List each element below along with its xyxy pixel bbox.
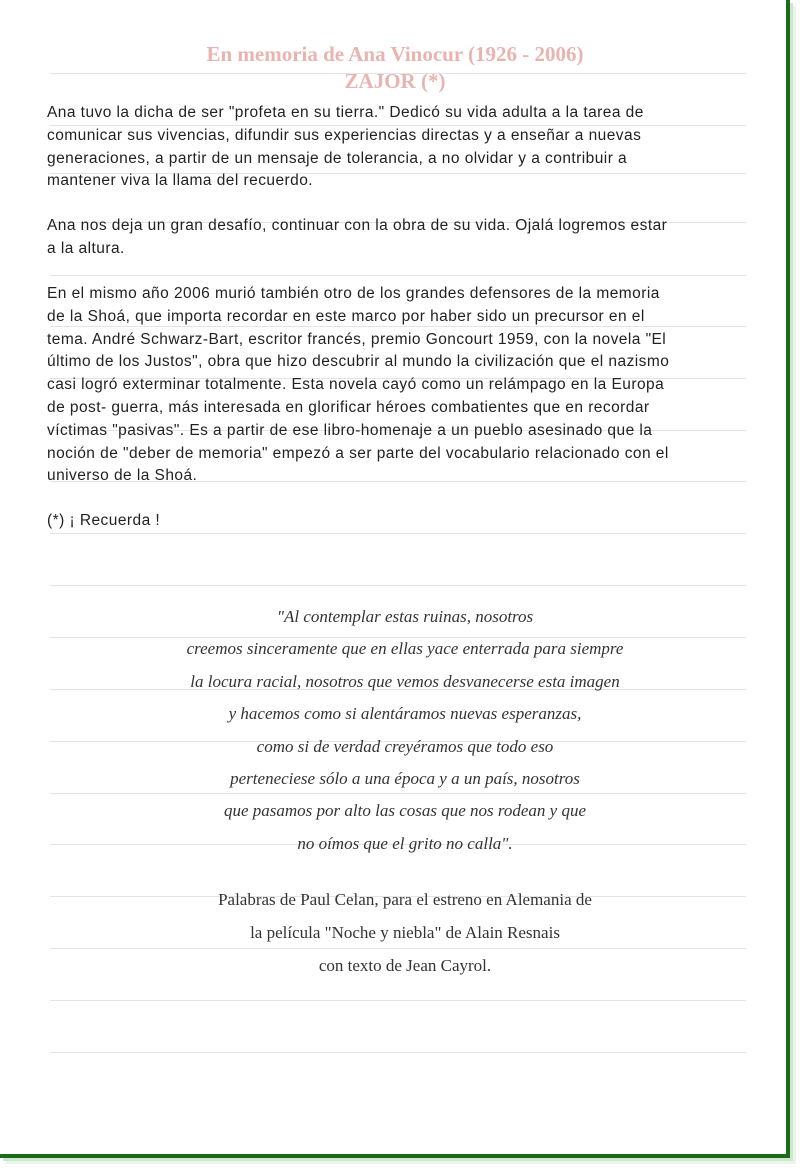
attribution-line: con texto de Jean Cayrol. [318,956,492,975]
document-subtitle [0,68,790,94]
ruled-line [50,585,746,586]
quote-line: perteneciese sólo a una época y a un país, nosotros [230,769,580,789]
title-line-2: ZAJOR (*) [344,69,446,93]
paragraph-line: de post- guerra, más interesada en glorificar héroes combatientes que en recordar [47,398,650,416]
footnote-text: (*) ¡ Recuerda ! [47,512,161,529]
ruled-line [50,275,746,276]
quote-line: "Al contemplar estas ruinas, nosotros [276,607,534,626]
quote-line: no oímos que el grito no calla". [297,833,513,853]
paragraph-line: tema. André Schwarz-Bart, escritor francés, premio Goncourt 1959, con la novela "El [47,330,667,348]
quote-line: la locura racial, nosotros que vemos desvanecerse esta imagen [190,671,620,691]
quote-attribution [0,883,800,982]
paragraph-line: de la Shoá, que importa recordar en este marco por haber sido un precursor en el [47,307,645,325]
quote-line: creemos sinceramente que en ellas yace enterrada para siempre [186,639,624,659]
quote-line: y hacemos como si alentáramos nuevas esperanzas, [228,704,582,724]
paragraph-line: universo de la Shoá. [47,467,198,485]
title-line-1: En memoria de Ana Vinocur (1926 - 2006) [206,42,584,66]
paragraph-line: noción de "deber de memoria" empezó a ser parte del vocabulario relacionado con el [47,444,669,462]
paragraph-line: Ana tuvo la dicha de ser "profeta en su tierra." Dedicó su vida adulta a la tarea de [47,104,644,121]
paragraph-line: mantener viva la llama del recuerdo. [47,172,314,190]
ruled-line [50,533,746,534]
paragraph-schwarz-bart [47,283,747,488]
paragraph-line: a la altura. [47,239,125,257]
attribution-line: la película "Noche y niebla" de Alain Resnais [250,923,560,942]
ruled-line [50,1000,746,1001]
paragraph-line: casi logró exterminar totalmente. Esta novela cayó como un relámpago en la Europa [47,376,665,394]
paragraph-line: comunicar sus vivencias, difundir sus experiencias directas y a enseñar a nuevas [47,126,642,144]
paragraph-challenge [47,215,747,261]
celan-quote [0,601,800,860]
paragraph-line: víctimas "pasivas". Es a partir de ese libro-homenaje a un pueblo asesinado que la [47,421,653,439]
paragraph-line: generaciones, a partir de un mensaje de tolerancia, a no olvidar y a contribuir a [47,149,628,167]
document-title [0,41,790,67]
quote-line: como si de verdad creyéramos que todo eso [256,736,554,756]
attribution-line: Palabras de Paul Celan, para el estreno en Alemania de [218,890,592,909]
paragraph-intro [47,102,747,193]
quote-line: que pasamos por alto las cosas que nos rodean y que [223,801,586,821]
paragraph-line: Ana nos deja un gran desafío, continuar con la obra de su vida. Ojalá logremos estar [47,217,668,234]
paragraph-line: último de los Justos", obra que hizo descubrir al mundo la civilización que el nazismo [47,353,670,371]
ruled-line [50,1052,746,1053]
footnote [47,510,747,533]
paragraph-line: En el mismo año 2006 murió también otro de los grandes defensores de la memoria [47,285,660,302]
